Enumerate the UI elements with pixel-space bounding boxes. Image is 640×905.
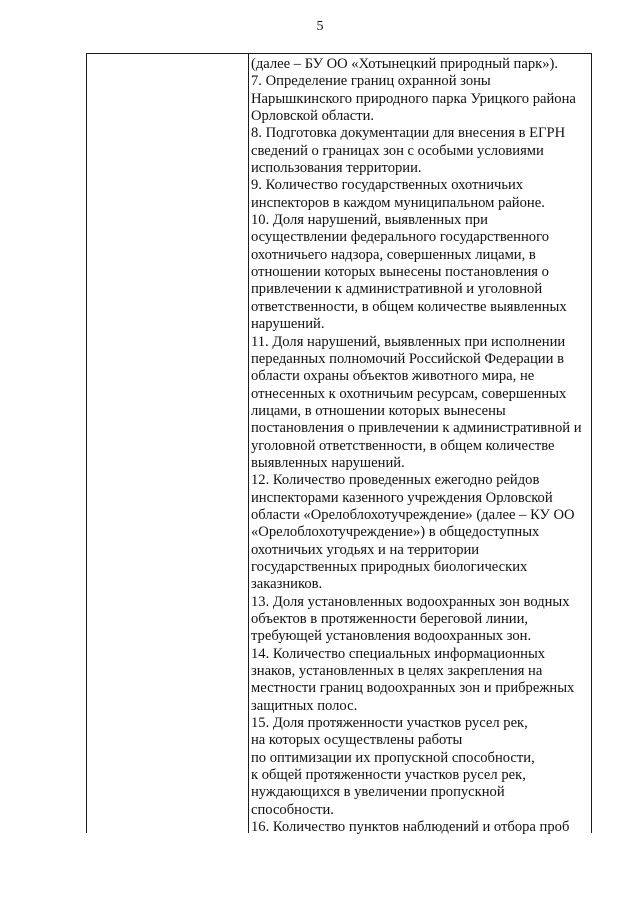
text-line: охотничьих угодьях и на территории — [251, 541, 480, 558]
text-line: привлечении к административной и уголовной — [251, 281, 543, 298]
text-line: к общей протяженности участков русел рек, — [251, 767, 526, 784]
text-line: области охраны объектов животного мира, не — [251, 368, 535, 385]
text-line: осуществлении федерального государственного — [251, 229, 549, 246]
table-right-cell — [251, 56, 591, 836]
text-line: ответственности, в общем количестве выявленных — [251, 298, 567, 315]
text-line: 15. Доля протяженности участков русел рек, — [251, 715, 528, 732]
text-line: заказников. — [251, 576, 323, 593]
text-line: переданных полномочий Российской Федерации в — [251, 350, 564, 367]
text-line: постановления о привлечении к административной и — [251, 420, 582, 437]
text-line: нуждающихся в увеличении пропускной — [251, 784, 505, 801]
text-line: Нарышкинского природного парка Урицкого района — [251, 90, 576, 107]
text-line: сведений о границах зон с особыми условиями — [251, 142, 544, 159]
text-line: требующей установления водоохранных зон. — [251, 628, 532, 645]
text-line: уголовной ответственности, в общем количестве — [251, 437, 555, 454]
text-line: защитных полос. — [251, 697, 358, 714]
text-line: 16. Количество пунктов наблюдений и отбора проб — [251, 819, 570, 836]
text-line: знаков, установленных в целях закрепления на — [251, 663, 543, 680]
text-line: 7. Определение границ охранной зоны — [251, 73, 491, 90]
text-line: государственных природных биологических — [251, 558, 528, 575]
text-line: выявленных нарушений. — [251, 454, 405, 471]
text-line: отнесенных к охотничьим ресурсам, совершенных — [251, 385, 567, 402]
text-line: объектов в протяженности береговой линии, — [251, 611, 529, 627]
text-line: 14. Количество специальных информационных — [251, 645, 546, 662]
text-line: 8. Подготовка документации для внесения в ЕГРН — [251, 125, 566, 142]
text-line: «Орелоблохотучреждение») в общедоступных — [251, 524, 540, 541]
text-line: 11. Доля нарушений, выявленных при исполнении — [251, 333, 566, 350]
text-line: 12. Количество проведенных ежегодно рейдов — [251, 472, 540, 489]
text-line: Орловской области. — [251, 108, 375, 125]
text-line: области «Орелоблохотучреждение» (далее – КУ ОО — [251, 506, 575, 523]
text-line: способности. — [251, 801, 334, 818]
text-line: 10. Доля нарушений, выявленных при — [251, 212, 488, 229]
text-line: инспекторами казенного учреждения Орловской — [251, 489, 553, 506]
document-table — [86, 53, 592, 836]
text-line: 9. Количество государственных охотничьих — [251, 177, 524, 194]
text-line: инспекторов в каждом муниципальном районе. — [251, 194, 545, 211]
text-line: лицами, в отношении которых вынесены — [251, 402, 506, 419]
page-number: 5 — [316, 19, 324, 34]
text-line: по оптимизации их пропускной способности, — [251, 749, 535, 766]
text-line: (далее – БУ ОО «Хотынецкий природный парк»). — [251, 56, 559, 72]
text-line: местности границ водоохранных зон и прибрежных — [251, 680, 575, 697]
text-line: охотничьего надзора, совершенных лицами, в — [251, 246, 536, 263]
text-line: нарушений. — [251, 316, 325, 333]
text-line: на которых осуществлены работы — [251, 732, 463, 749]
text-line: 13. Доля установленных водоохранных зон водных — [251, 593, 570, 610]
table-left-cell — [87, 54, 249, 833]
text-line: использования территории. — [251, 160, 422, 177]
text-line: отношении которых вынесены постановления о — [251, 264, 549, 281]
